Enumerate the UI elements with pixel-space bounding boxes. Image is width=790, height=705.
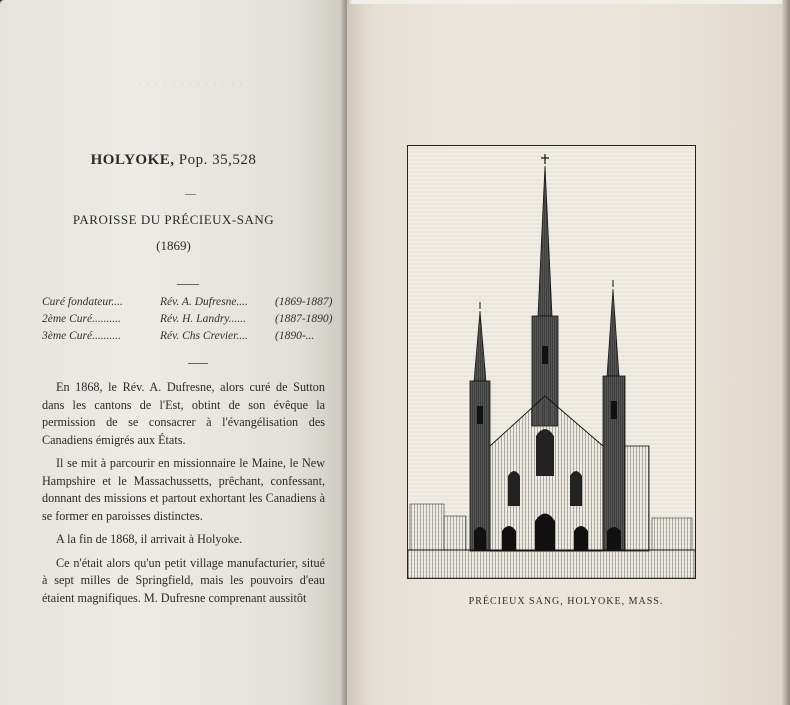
body-text	[42, 379, 325, 613]
building-right	[652, 518, 692, 550]
rose-window	[536, 429, 554, 476]
cures-list	[42, 296, 333, 347]
cure-name: Rév. Chs Crevier....	[160, 330, 248, 342]
side-aisle	[625, 446, 649, 551]
cure-name: Rév. H. Landry......	[160, 313, 247, 325]
page-title	[0, 152, 347, 169]
building-left	[410, 504, 444, 550]
divider-rule	[188, 363, 208, 364]
divider-rule	[177, 284, 199, 285]
cure-row	[42, 330, 327, 347]
cure-name: Rév. A. Dufresne....	[160, 296, 248, 308]
building-left-2	[444, 516, 466, 550]
main-door	[535, 514, 555, 552]
parish-name: PAROISSE DU PRÉCIEUX-SANG	[72, 212, 275, 227]
cure-row	[42, 296, 333, 313]
cure-years: (1890-...	[275, 330, 315, 342]
city-name: HOLYOKE,	[90, 152, 175, 168]
church-engraving-svg	[408, 146, 695, 578]
paragraph: En 1868, le Rév. A. Dufresne, alors curé de Sutton dans les cantons de l'Est, obtint de son évêque la permission de se consacrer à l'évangélisation des Canadiens émigrés aux États.	[42, 380, 325, 447]
founded-year: (1869)	[156, 238, 191, 253]
cure-row	[42, 313, 333, 330]
left-page	[0, 0, 347, 705]
bleed-through-header: · · · · · · · · · · · · ·	[138, 78, 244, 90]
cure-years: (1887-1890)	[275, 313, 333, 325]
cure-years: (1869-1887)	[275, 296, 333, 308]
paragraph: Il se mit à parcourir en missionnaire le Maine, le New Hampshire et le Massachussetts, prêchant, confessant, donnant des missions et partout exhortant les Canadiens à se former en paroisses distinctes.	[42, 456, 325, 523]
cure-role: 2ème Curé..........	[42, 313, 121, 325]
church-illustration	[407, 145, 696, 579]
paragraph: A la fin de 1868, il arrivait à Holyoke.	[56, 532, 243, 546]
illustration-caption: PRÉCIEUX SANG, HOLYOKE, MASS.	[468, 596, 664, 607]
cure-role: Curé fondateur....	[42, 296, 123, 308]
paragraph: Ce n'était alors qu'un petit village manufacturier, situé à sept milles de Springfield, mais les pouvoirs d'eau étaient magnifiques. M. Dufresne comprenant aussitôt	[42, 555, 325, 605]
population: Pop. 35,528	[178, 152, 257, 168]
ground	[408, 550, 695, 578]
cure-role: 3ème Curé..........	[42, 330, 121, 342]
title-dash: —	[185, 188, 196, 200]
